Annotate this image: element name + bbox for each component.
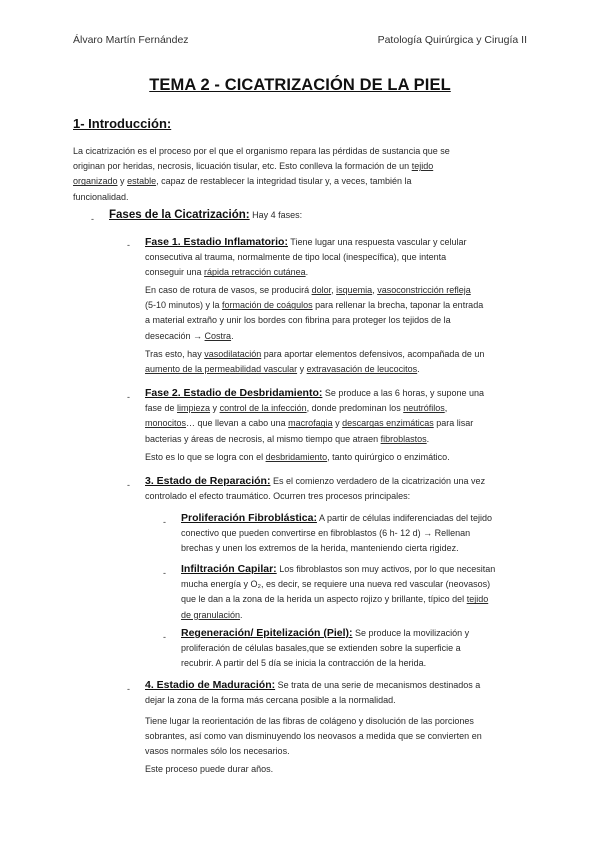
fase-3-paragraph: 3. Estado de Reparación: Es el comienzo verdadero de la cicatrización una vez controlado el efecto traumático. Ocurren tres procesos principales: [145,475,486,502]
header-author: Álvaro Martín Fernández [73,34,189,46]
section-heading: 1- Introducción: [73,116,172,131]
fase-3-label: 3. Estado de Reparación: [145,475,271,487]
bullet-dash: - [127,480,130,490]
fase-4-paragraph-3: Este proceso puede durar años. [145,764,274,774]
intro-line: originan por heridas, necrosis, licuación tisular, etc. Esto conlleva la formación de un tejido [73,161,434,172]
fase-1-paragraph: Fase 1. Estadio Inflamatorio: Tiene lugar una respuesta vascular y celular consecutiva al trauma, normalmente de tipo local (inespecífica), que intenta conseguir una rápida retracción cutánea. [145,236,467,278]
bullet-dash: - [163,632,166,642]
subfase-infiltracion: Infiltración Capilar: Los fibroblastos son muy activos, por lo que necesitan mucha energía y O₂, es decir, se requiere una nueva red vascular (neovasos) que le dan a la zona de la herida un aspecto rojizo y brillante, típico del tejido de granulación. [181,563,496,620]
fase-2-label: Fase 2. Estadio de Desbridamiento: [145,387,323,399]
fase-2-paragraph: Fase 2. Estadio de Desbridamiento: Se produce a las 6 horas, y supone una fase de limpieza y control de la infección, donde predominan los neutrófilos, monocitos… que llevan a cabo una macrofagia y descargas enzimáticas para lisar bacterias y áreas de necrosis, al mismo tiempo que atraen fibroblastos. [145,387,484,444]
subfase-regeneracion: Regeneración/ Epitelización (Piel): Se produce la movilización y proliferación de células basales,que se extienden sobre la superficie a recubrir. A partir del 5 día se inicia la contracción de la herida. [181,627,470,669]
intro-line: funcionalidad. [73,191,129,202]
subfase-3-label: Regeneración/ Epitelización (Piel): [181,627,353,639]
intro-line: organizado y estable, capaz de restablecer la integridad tisular y, a veces, también la [73,176,412,187]
intro-paragraph [73,144,450,205]
subfase-2-label: Infiltración Capilar: [181,563,277,575]
fase-4-paragraph: 4. Estadio de Maduración: Se trata de una serie de mecanismos destinados a dejar la zona de la forma más cercana posible a la normalidad. [145,679,481,706]
bullet-dash: - [127,240,130,250]
fase-1-label: Fase 1. Estadio Inflamatorio: [145,236,288,248]
header-course: Patología Quirúrgica y Cirugía II [377,34,527,46]
page-title: TEMA 2 - CICATRIZACIÓN DE LA PIEL [149,76,451,94]
intro-line: La cicatrización es el proceso por el que el organismo repara las pérdidas de sustancia que se [73,146,450,156]
fases-heading: Fases de la Cicatrización: Hay 4 fases: [109,209,303,221]
subfase-1-label: Proliferación Fibroblástica: [181,512,317,524]
fase-1-paragraph-3: Tras esto, hay vasodilatación para aportar elementos defensivos, acompañada de un aumento de la permeabilidad vascular y extravasación de leucocitos. [145,349,485,375]
bullet-dash: - [127,392,130,402]
fase-1-paragraph-2: En caso de rotura de vasos, se producirá dolor, isquemia, vasoconstricción refleja (5-10 minutos) y la formación de coágulos para rellenar la brecha, taponar la entrada a material extraño y unir los bordes con fibrina para proteger los tejidos de la desecación → Costra. [145,285,484,341]
fase-2-paragraph-2: Esto es lo que se logra con el desbridamiento, tanto quirúrgico o enzimático. [145,452,450,462]
bullet-dash: - [163,517,166,527]
subfase-proliferacion: Proliferación Fibroblástica: A partir de células indiferenciadas del tejido conectivo que pueden convertirse en fibroblastos (6 h- 12 d) → Rellenan brechas y unen los extremos de la herida, manteniendo cierta rigidez. [181,512,493,554]
fase-4-label: 4. Estadio de Maduración: [145,679,276,691]
bullet-dash: - [91,214,94,224]
bullet-dash: - [163,568,166,578]
bullet-dash: - [127,684,130,694]
fase-4-paragraph-2: Tiene lugar la reorientación de las fibras de colágeno y disolución de las porciones sobrantes, así como van disminuyendo los neovasos a medida que se convierten en vasos normales sólo los necesarios. [145,716,482,757]
